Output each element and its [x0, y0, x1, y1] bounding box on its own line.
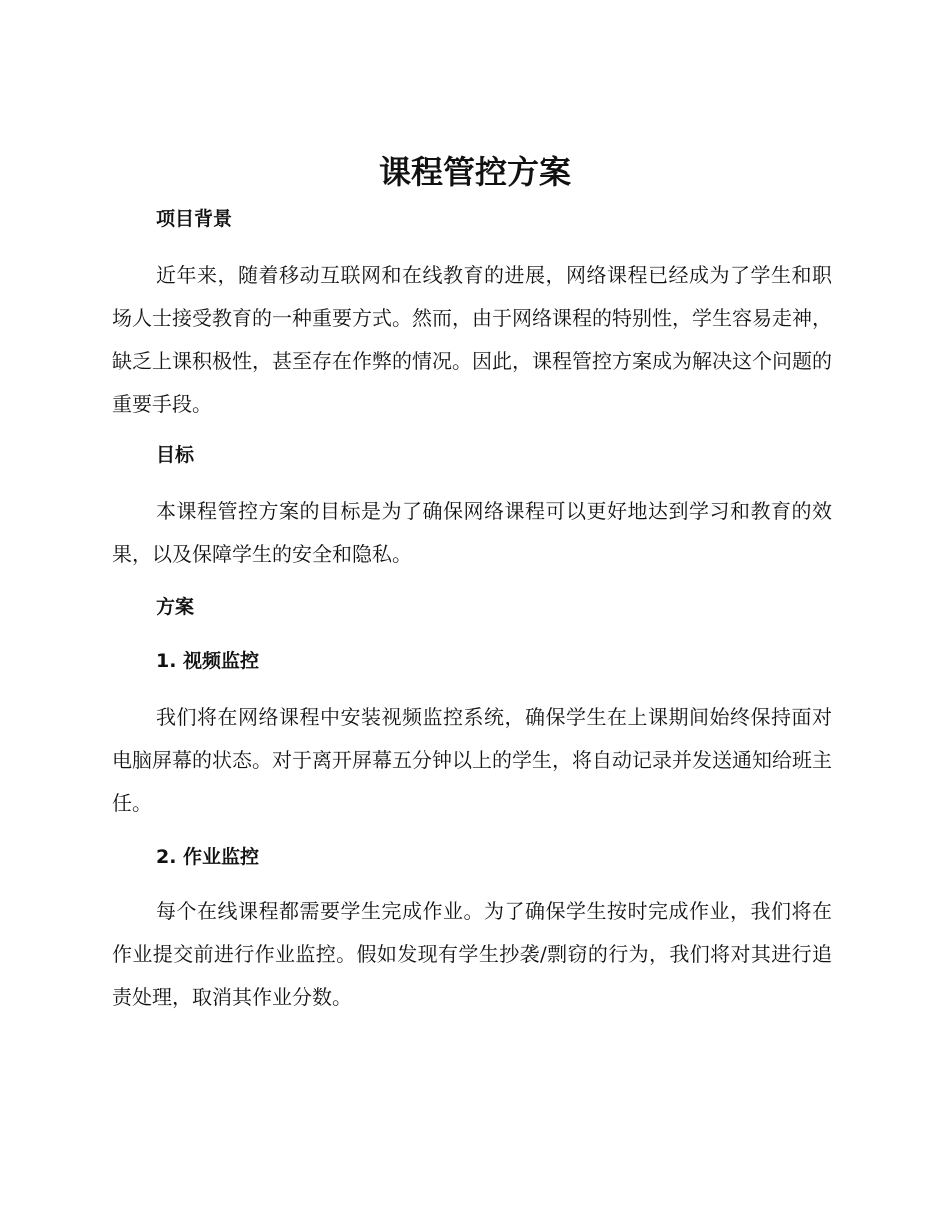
- document-title: 课程管控方案: [378, 153, 571, 191]
- paragraph-homework: 每个在线课程都需要学生完成作业。为了确保学生按时完成作业，我们将在作业提交前进行作业监控。假如发现有学生抄袭/剽窃的行为，我们将对其进行追责处理，取消其作业分数。: [112, 899, 832, 1009]
- paragraph-goal: 本课程管控方案的目标是为了确保网络课程可以更好地达到学习和教育的效果，以及保障学生的安全和隐私。: [112, 499, 832, 566]
- section-heading-plan: 方案: [156, 596, 195, 618]
- paragraph-background: 近年来，随着移动互联网和在线教育的进展，网络课程已经成为了学生和职场人士接受教育的一种重要方式。然而，由于网络课程的特别性，学生容易走神，缺乏上课积极性，甚至存在作弊的情况。因此，课程管控方案成为解决这个问题的重要手段。: [112, 263, 832, 416]
- section-heading-goal: 目标: [156, 444, 195, 466]
- subsection-heading-video: 1. 视频监控: [156, 650, 260, 672]
- subsection-heading-homework: 2. 作业监控: [156, 846, 260, 868]
- paragraph-video: 我们将在网络课程中安装视频监控系统，确保学生在上课期间始终保持面对电脑屏幕的状态。对于离开屏幕五分钟以上的学生，将自动记录并发送通知给班主任。: [112, 705, 832, 815]
- section-heading-background: 项目背景: [156, 208, 233, 230]
